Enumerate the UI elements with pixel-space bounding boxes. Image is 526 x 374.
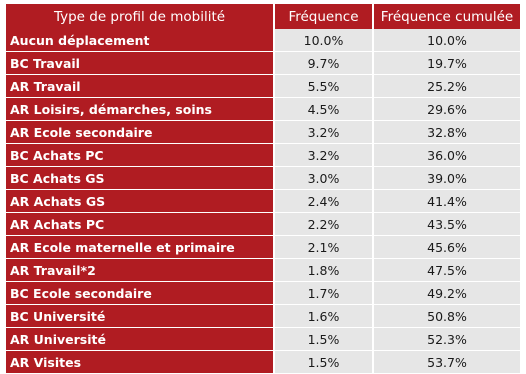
row-frequency: 1.8% <box>274 259 373 282</box>
row-label: BC Université <box>6 305 274 328</box>
table-row <box>6 236 520 259</box>
header-cumulative-frequency: Fréquence cumulée <box>373 4 520 29</box>
table-row <box>6 144 520 167</box>
table-row <box>6 98 520 121</box>
row-cumulative: 19.7% <box>373 52 520 75</box>
row-frequency: 2.4% <box>274 190 373 213</box>
row-label: AR Loisirs, démarches, soins <box>6 98 274 121</box>
row-label: AR Achats PC <box>6 213 274 236</box>
table-row <box>6 282 520 305</box>
row-frequency: 2.2% <box>274 213 373 236</box>
row-cumulative: 50.8% <box>373 305 520 328</box>
header-row <box>6 4 520 29</box>
table-row <box>6 305 520 328</box>
row-cumulative: 45.6% <box>373 236 520 259</box>
row-cumulative: 29.6% <box>373 98 520 121</box>
row-label: BC Achats PC <box>6 144 274 167</box>
row-frequency: 5.5% <box>274 75 373 98</box>
row-cumulative: 41.4% <box>373 190 520 213</box>
row-label: AR Ecole secondaire <box>6 121 274 144</box>
row-label: AR Travail <box>6 75 274 98</box>
row-frequency: 1.5% <box>274 351 373 374</box>
row-cumulative: 53.7% <box>373 351 520 374</box>
row-label: AR Visites <box>6 351 274 374</box>
table-row <box>6 29 520 52</box>
table-row <box>6 328 520 351</box>
header-profile-type: Type de profil de mobilité <box>6 4 274 29</box>
row-frequency: 3.0% <box>274 167 373 190</box>
row-frequency: 1.7% <box>274 282 373 305</box>
row-frequency: 10.0% <box>274 29 373 52</box>
row-cumulative: 10.0% <box>373 29 520 52</box>
table-row <box>6 121 520 144</box>
mobility-profile-table <box>6 4 520 374</box>
row-label: BC Travail <box>6 52 274 75</box>
row-cumulative: 43.5% <box>373 213 520 236</box>
row-frequency: 4.5% <box>274 98 373 121</box>
row-frequency: 3.2% <box>274 121 373 144</box>
header-frequency: Fréquence <box>274 4 373 29</box>
row-label: BC Achats GS <box>6 167 274 190</box>
row-cumulative: 49.2% <box>373 282 520 305</box>
row-label: AR Université <box>6 328 274 351</box>
row-cumulative: 52.3% <box>373 328 520 351</box>
row-cumulative: 32.8% <box>373 121 520 144</box>
row-label: AR Achats GS <box>6 190 274 213</box>
row-cumulative: 25.2% <box>373 75 520 98</box>
table-row <box>6 351 520 374</box>
table-row <box>6 167 520 190</box>
row-label: Aucun déplacement <box>6 29 274 52</box>
row-frequency: 9.7% <box>274 52 373 75</box>
row-cumulative: 47.5% <box>373 259 520 282</box>
row-frequency: 1.6% <box>274 305 373 328</box>
row-label: AR Ecole maternelle et primaire <box>6 236 274 259</box>
row-label: BC Ecole secondaire <box>6 282 274 305</box>
table-row <box>6 259 520 282</box>
row-frequency: 3.2% <box>274 144 373 167</box>
table-row <box>6 52 520 75</box>
table-row <box>6 75 520 98</box>
row-cumulative: 36.0% <box>373 144 520 167</box>
row-cumulative: 39.0% <box>373 167 520 190</box>
row-frequency: 1.5% <box>274 328 373 351</box>
table-row <box>6 213 520 236</box>
row-label: AR Travail*2 <box>6 259 274 282</box>
table-row <box>6 190 520 213</box>
mobility-profile-table-container <box>6 4 520 374</box>
row-frequency: 2.1% <box>274 236 373 259</box>
